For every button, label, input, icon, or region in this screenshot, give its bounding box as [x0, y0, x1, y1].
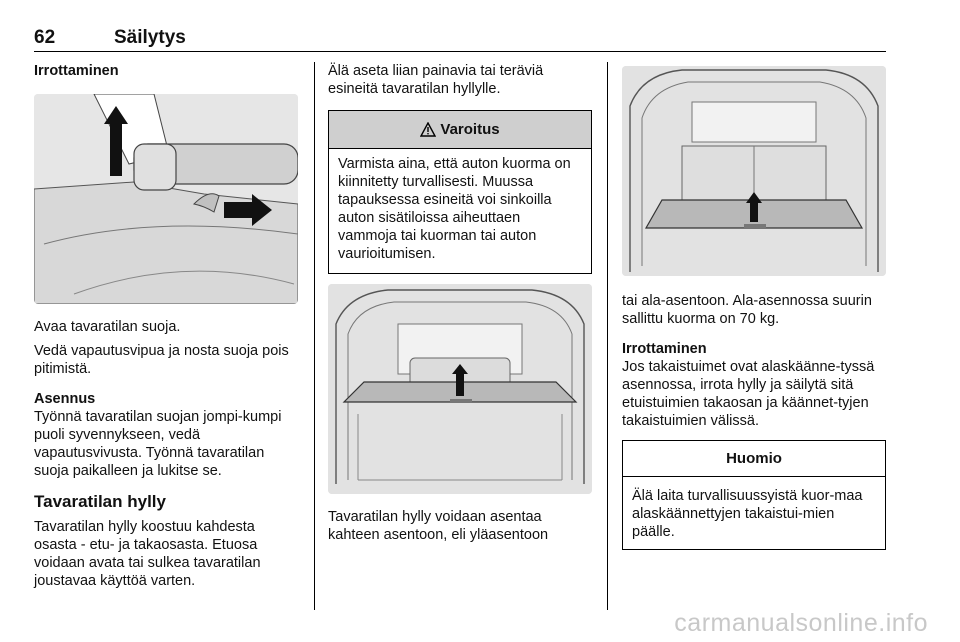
para-pull-lever: Vedä vapautusvipua ja nosta suoja pois pitimistä. — [34, 343, 289, 377]
column-2 — [328, 62, 592, 98]
note-text: Älä laita turvallisuussyistä kuor-maa alaskäännettyjen takaistui-mien päälle. — [632, 488, 863, 540]
warning-text: Varmista aina, että auton kuorma on kiinnitetty turvallisesti. Muussa tapauksessa esineitä voi sinkoilla auton sisätiloissa aiheuttaen vammoja tai kuorman tai auton vaurioitumisen. — [338, 156, 571, 262]
illustration-cover-removal — [34, 94, 298, 304]
page-title: Säilytys — [114, 27, 186, 48]
warning-title: Varoitus — [440, 121, 500, 138]
watermark: carmanualsonline.info — [674, 609, 928, 637]
column-1 — [34, 62, 300, 80]
column-1-text — [34, 318, 300, 590]
note-title: Huomio — [623, 441, 885, 477]
column-divider-right — [607, 62, 608, 610]
page-header — [34, 26, 886, 52]
section-title-shelf: Tavaratilan hylly — [34, 492, 166, 511]
para-lower-position: tai ala-asentoon. Ala-asennossa suurin sallittu kuorma on 70 kg. — [622, 293, 872, 327]
warning-header — [329, 111, 591, 149]
para-no-heavy: Älä aseta liian painavia tai teräviä esineitä tavaratilan hyllylle. — [328, 63, 544, 97]
para-install: Työnnä tavaratilan suojan jompi-kumpi puoli syvennykseen, vedä vapautusvivusta. Työnnä tavaratilan suoja paikalleen ja lukitse se. — [34, 409, 282, 479]
warning-triangle-icon — [420, 122, 436, 137]
column-2-text — [328, 508, 592, 544]
heading-remove-2: Irrottaminen — [622, 341, 707, 357]
note-box — [622, 440, 886, 550]
illustration-shelf-upper — [328, 284, 592, 494]
illustration-shelf-lower — [622, 66, 886, 276]
para-open-cover: Avaa tavaratilan suoja. — [34, 319, 181, 335]
warning-box — [328, 110, 592, 274]
para-store-shelf: Jos takaistuimet ovat alaskäänne-tyssä asennossa, irrota hylly ja säilytä sitä etuistuimien takaosan ja käännet-tyjen takaistuimien välissä. — [622, 359, 875, 429]
para-two-positions: Tavaratilan hylly voidaan asentaa kahteen asentoon, eli yläasentoon — [328, 509, 549, 543]
column-3-text — [622, 292, 886, 430]
para-shelf: Tavaratilan hylly koostuu kahdesta osasta - etu- ja takaosasta. Etuosa voidaan avata tai sulkea tavaratilan joustavaa käyttöä varten. — [34, 519, 261, 589]
heading-install: Asennus — [34, 391, 96, 407]
heading-remove: Irrottaminen — [34, 63, 119, 79]
column-divider-left — [314, 62, 315, 610]
page-number: 62 — [34, 27, 56, 48]
